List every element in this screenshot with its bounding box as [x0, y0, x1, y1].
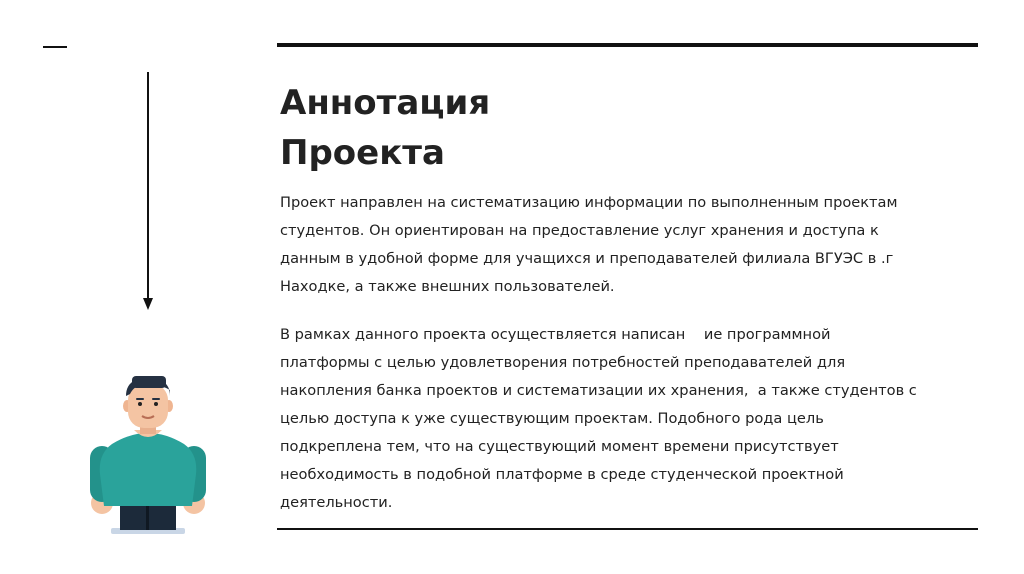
text-line: Находке, а также внешних пользователей. — [280, 278, 615, 295]
text-line: накопления банка проектов и систематизации их хранения, а также студентов с — [280, 382, 917, 399]
text-line: платформы с целью удовлетворения потребностей преподавателей для — [280, 354, 846, 371]
title-line-2: Проекта — [280, 133, 445, 173]
paragraph-1 — [280, 189, 980, 301]
person-icon — [80, 372, 216, 537]
text-line: деятельности. — [280, 494, 393, 511]
arrow-down-icon — [141, 72, 155, 312]
corner-dash — [43, 46, 67, 48]
text-line: целью доступа к уже существующим проектам. Подобного рода цель — [280, 410, 824, 427]
bottom-divider — [277, 528, 978, 530]
title-line-1: Аннотация — [280, 83, 491, 123]
text-line: студентов. Он ориентирован на предоставление услуг хранения и доступа к — [280, 222, 879, 239]
text-line: В рамках данного проекта осуществляется написан ие программной — [280, 326, 831, 343]
text-line: Проект направлен на систематизацию информации по выполненным проектам — [280, 194, 898, 211]
slide-body — [280, 189, 980, 517]
text-line: подкреплена тем, что на существующий момент времени присутствует — [280, 438, 839, 455]
top-divider — [277, 43, 978, 47]
text-line: данным в удобной форме для учащихся и преподавателей филиала ВГУЭС в .г — [280, 250, 894, 267]
paragraph-2 — [280, 321, 980, 517]
slide-title — [280, 78, 490, 178]
text-line: необходимость в подобной платформе в среде студенческой проектной — [280, 466, 844, 483]
